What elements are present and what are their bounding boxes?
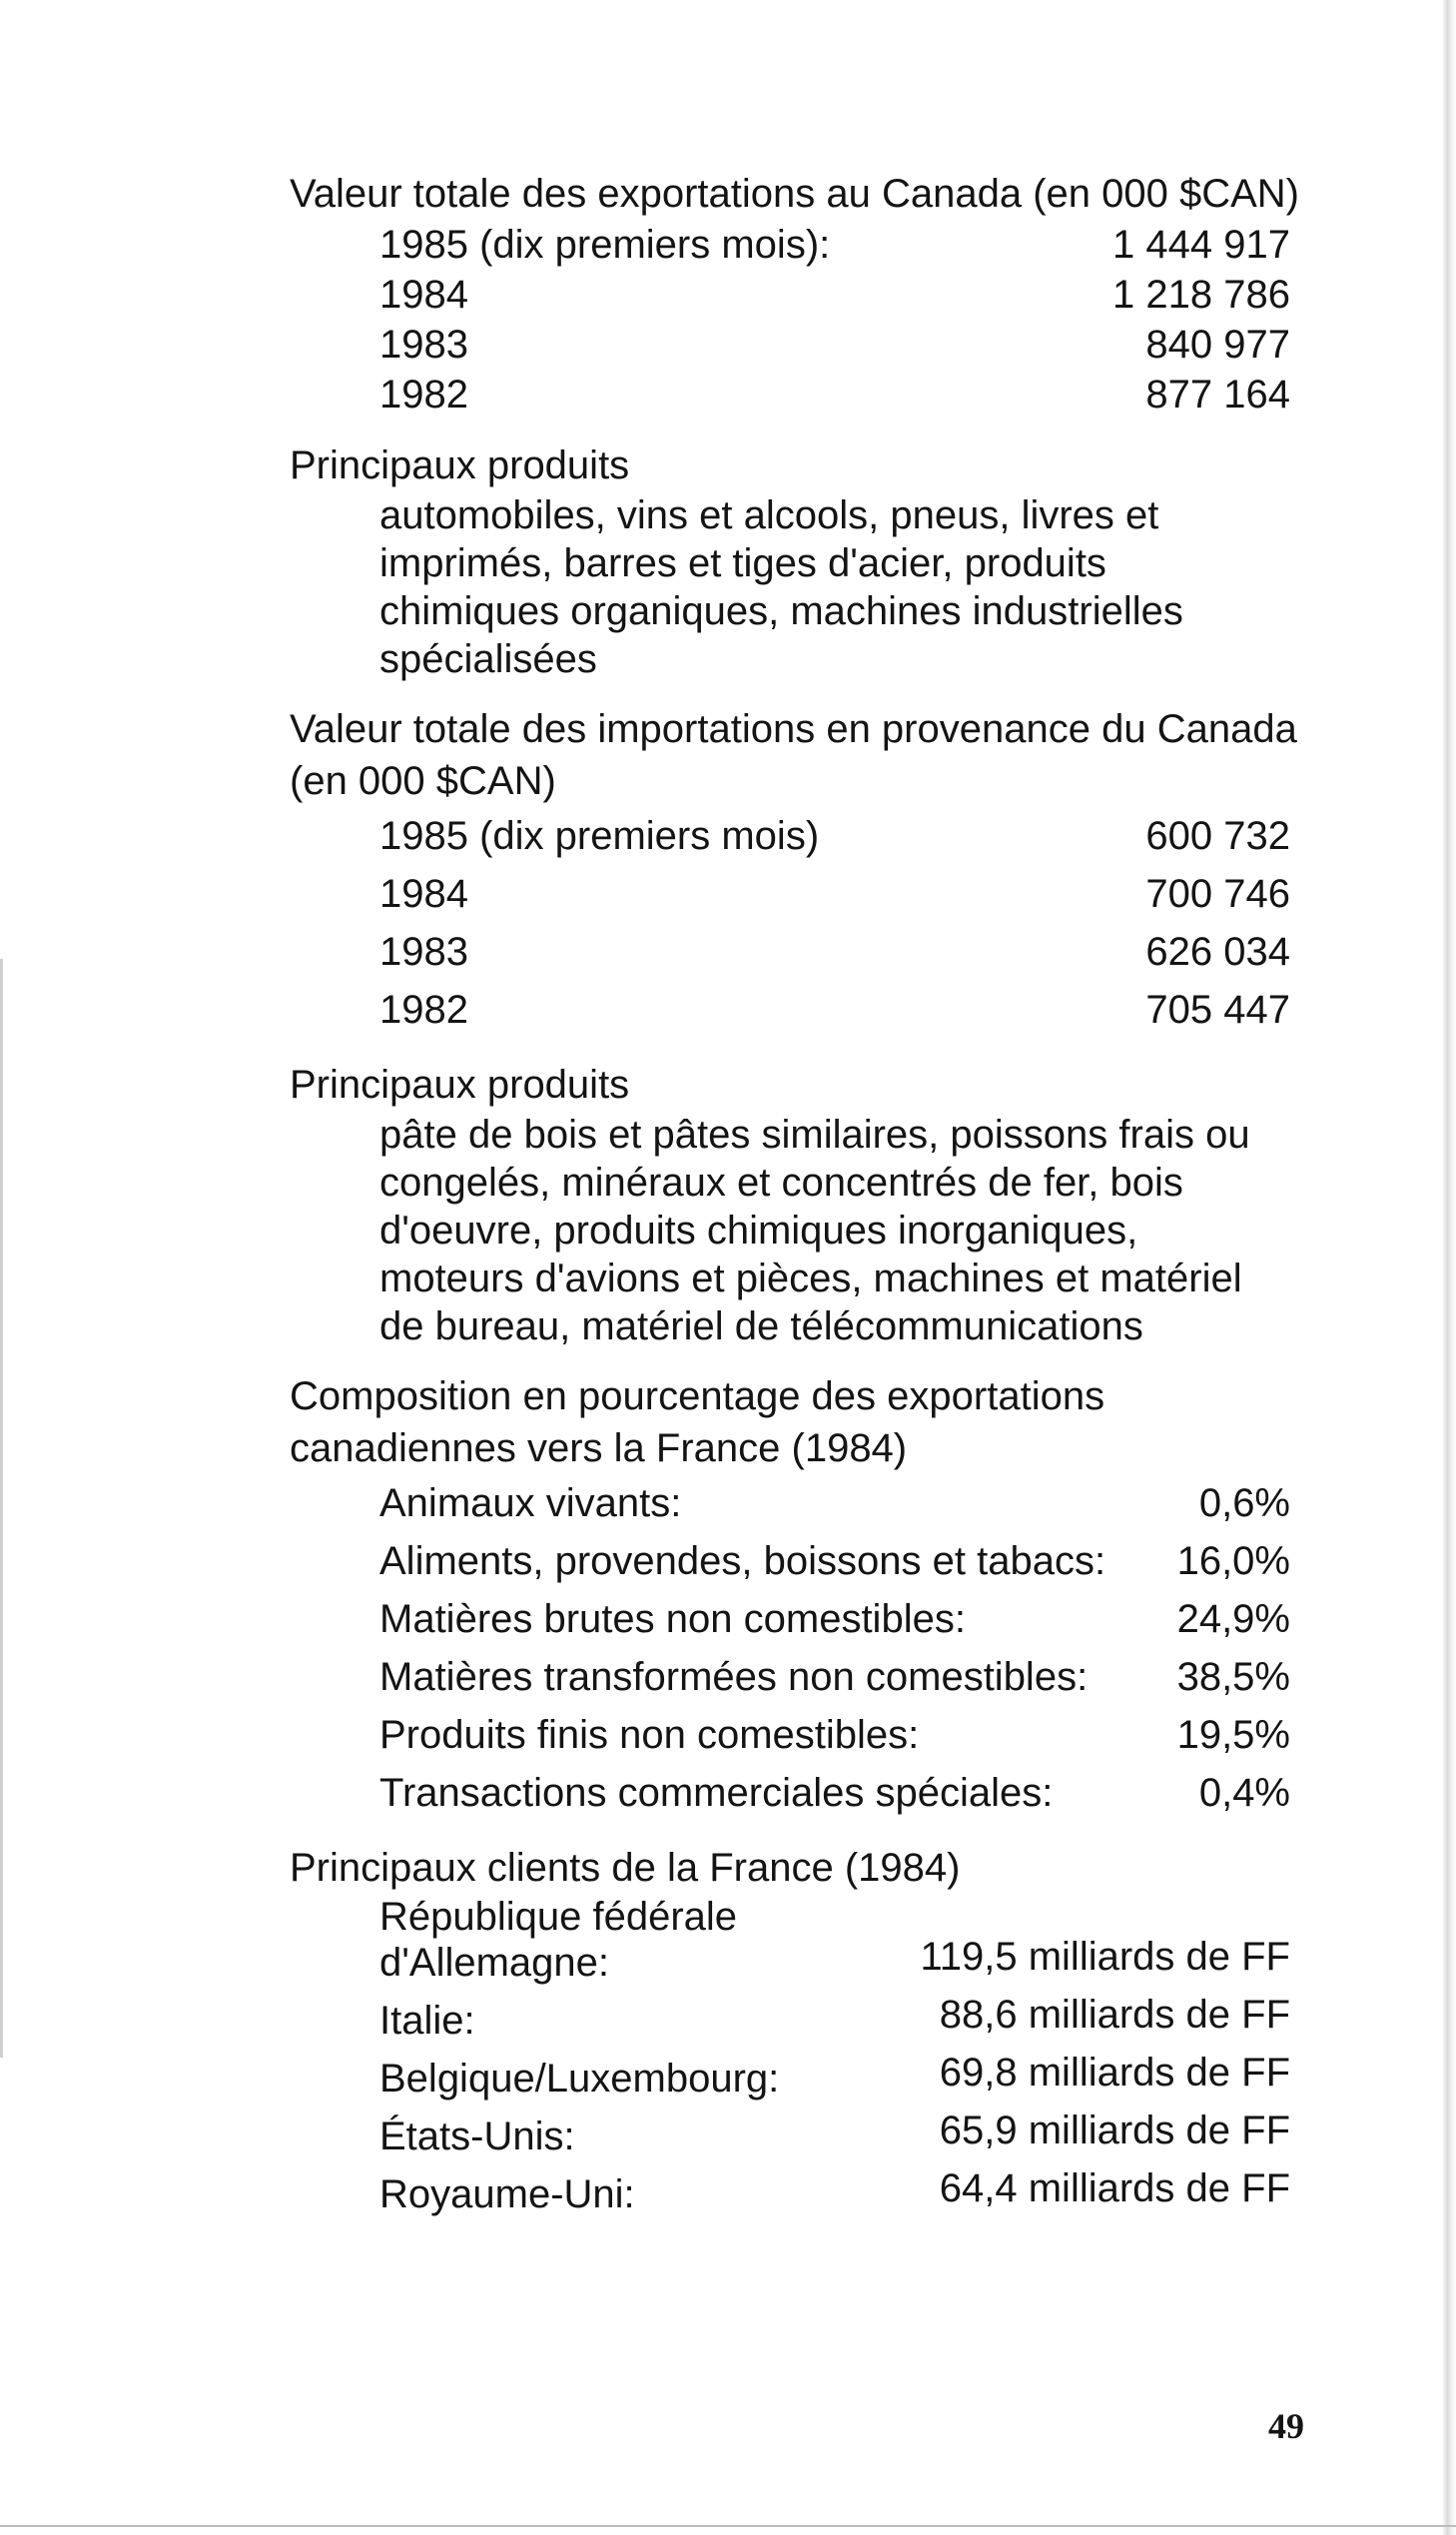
table-row [379,1764,1290,1822]
row-value: 119,5 milliards de FF [920,1935,1290,1979]
row-value: 16,0% [1176,1539,1290,1583]
table-row [379,923,1290,981]
exports-section [290,168,1318,420]
row-label: Royaume-Uni: [379,2172,635,2216]
table-row [379,981,1290,1039]
row-label: Italie: [379,1999,475,2043]
table-row [379,1474,1290,1532]
row-label: États-Unis: [379,2114,575,2158]
imports-heading: Valeur totale des importations en provenance du Canada (en 000 $CAN) [290,707,1297,803]
table-row [379,2102,1290,2159]
export-products-heading: Principaux produits [290,443,630,487]
row-label: République fédérale d'Allemagne: [379,1895,738,1985]
import-products-text: pâte de bois et pâtes similaires, poissons frais ou congelés, minéraux et concentrés de fer, bois d'oeuvre, produits chimiques inorganiques, moteurs d'avions et pièces, machines et matériel de bureau, matériel de télécommunications [379,1113,1250,1348]
imports-table [379,807,1290,1039]
page-number: 49 [1268,2406,1304,2446]
row-label: 1985 (dix premiers mois) [379,814,820,858]
row-value: 19,5% [1176,1713,1290,1757]
table-row [379,1590,1290,1648]
row-value: 0,4% [1198,1771,1290,1815]
row-value: 1 218 786 [1112,273,1290,317]
row-label: 1985 (dix premiers mois): [379,223,831,267]
row-label: Produits finis non comestibles: [379,1713,920,1757]
row-label: Animaux vivants: [379,1481,682,1525]
page-content [290,168,1318,2237]
table-row [379,320,1290,370]
row-value: 38,5% [1176,1655,1290,1699]
row-value: 0,6% [1198,1481,1290,1525]
clients-heading: Principaux clients de la France (1984) [290,1846,961,1890]
row-value: 1 444 917 [1112,223,1290,267]
table-row [379,807,1290,865]
row-value: 877 164 [1145,373,1290,417]
row-label: 1984 [379,273,468,317]
table-row [379,1894,1290,1986]
table-row [379,1532,1290,1590]
exports-table [379,220,1290,420]
composition-heading: Composition en pourcentage des exportations canadiennes vers la France (1984) [290,1374,1105,1470]
clients-table [379,1894,1290,2217]
table-row [379,270,1290,320]
row-label: 1982 [379,373,468,417]
bottom-rule [0,2525,1456,2527]
row-value: 24,9% [1176,1597,1290,1641]
row-label: Aliments, provendes, boissons et tabacs: [379,1539,1106,1583]
exports-heading: Valeur totale des exportations au Canada (en 000 $CAN) [290,172,1299,216]
row-label: 1983 [379,930,468,974]
table-row [379,2159,1290,2217]
table-row [379,370,1290,420]
import-products-heading: Principaux produits [290,1063,630,1107]
row-label: Matières transformées non comestibles: [379,1655,1089,1699]
scan-edge-shadow [1442,0,1456,2535]
row-value: 64,4 milliards de FF [939,2166,1290,2210]
row-value: 88,6 milliards de FF [939,1993,1290,2037]
row-value: 65,9 milliards de FF [939,2109,1290,2152]
row-label: Matières brutes non comestibles: [379,1597,966,1641]
table-row [379,1648,1290,1706]
scan-left-line [0,959,3,2058]
row-value: 600 732 [1145,814,1290,858]
table-row [379,220,1290,270]
table-row [379,1986,1290,2044]
table-row [379,865,1290,923]
export-products-section [290,439,1318,683]
row-label: 1984 [379,872,468,916]
row-value: 69,8 milliards de FF [939,2051,1290,2095]
table-row [379,1706,1290,1764]
row-label: 1983 [379,323,468,367]
clients-section [290,1842,1318,2217]
composition-table [379,1474,1290,1822]
row-label: Transactions commerciales spéciales: [379,1771,1054,1815]
composition-section [290,1370,1318,1822]
import-products-section [290,1059,1318,1350]
export-products-text: automobiles, vins et alcools, pneus, livres et imprimés, barres et tiges d'acier, produits chimiques organiques, machines industrielles spécialisées [379,493,1183,681]
row-value: 700 746 [1145,872,1290,916]
table-row [379,2044,1290,2102]
row-value: 626 034 [1145,930,1290,974]
imports-section [290,703,1318,1039]
row-label: Belgique/Luxembourg: [379,2057,780,2101]
row-value: 840 977 [1145,323,1290,367]
row-label: 1982 [379,988,468,1032]
row-value: 705 447 [1145,988,1290,1032]
